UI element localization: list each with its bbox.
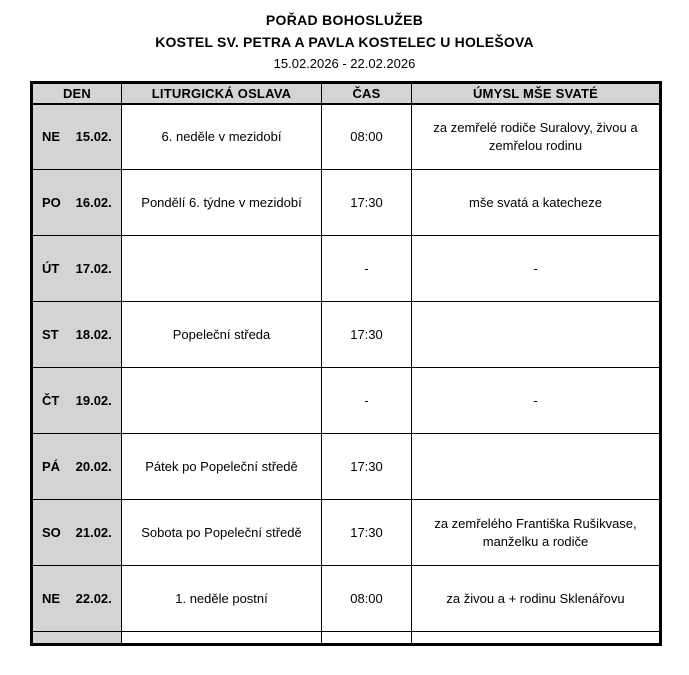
day-cell [32,104,122,170]
celebration-cell: Pátek po Popeleční středě [122,434,322,500]
day-abbr: PO [42,195,61,210]
table-row [32,368,661,434]
intention-cell: mše svatá a katecheze [412,170,661,236]
date-range: 15.02.2026 - 22.02.2026 [273,56,416,71]
time-cell: - [322,236,412,302]
day-abbr: ÚT [42,261,60,276]
table-row [32,236,661,302]
celebration-cell [122,236,322,302]
day-date: 19.02. [75,393,112,408]
table-header-row [32,83,661,104]
celebration-cell: Popeleční středa [122,302,322,368]
day-cell [32,500,122,566]
table-footer-row [32,632,661,645]
time-cell: 08:00 [322,104,412,170]
day-abbr: NE [42,591,61,606]
schedule-table [30,81,662,646]
day-cell [32,566,122,632]
intention-cell: za zemřelé rodiče Suralovy, živou a zemřelou rodinu [412,104,661,170]
intention-cell [412,434,661,500]
table-row [32,302,661,368]
intention-cell: za zemřelého Františka Rušikvase, manželku a rodiče [412,500,661,566]
day-cell [32,434,122,500]
day-abbr: SO [42,525,61,540]
day-cell [32,236,122,302]
title-block [0,12,689,71]
time-cell: 17:30 [322,302,412,368]
footer-cell [412,632,661,645]
day-date: 15.02. [75,129,112,145]
intention-cell: - [412,236,661,302]
day-date: 20.02. [75,459,112,474]
table-row [32,500,661,566]
day-date: 17.02. [75,261,112,276]
table-row [32,434,661,500]
celebration-cell [122,368,322,434]
celebration-cell: 1. neděle postní [122,566,322,632]
day-abbr: ČT [42,393,60,408]
column-header-intention: ÚMYSL MŠE SVATÉ [412,83,661,104]
day-cell [32,302,122,368]
day-date: 16.02. [75,195,112,210]
table-row [32,566,661,632]
day-date: 18.02. [75,327,112,342]
footer-cell [322,632,412,645]
page-title: POŘAD BOHOSLUŽEB [265,12,424,28]
intention-cell: za živou a + rodinu Sklenářovu [412,566,661,632]
time-cell: - [322,368,412,434]
day-abbr: NE [42,129,61,145]
day-cell [32,368,122,434]
day-date: 21.02. [75,525,112,540]
day-cell [32,170,122,236]
column-header-celebration: LITURGICKÁ OSLAVA [122,83,322,104]
table-row [32,104,661,170]
column-header-time: ČAS [322,83,412,104]
time-cell: 08:00 [322,566,412,632]
day-date: 22.02. [75,591,112,606]
celebration-cell: 6. neděle v mezidobí [122,104,322,170]
church-name: KOSTEL SV. PETRA A PAVLA KOSTELEC U HOLEŠOVA [155,34,534,50]
celebration-cell: Pondělí 6. týdne v mezidobí [122,170,322,236]
day-abbr: PÁ [42,459,61,474]
footer-day-cell [32,632,122,645]
column-header-day: DEN [32,83,122,104]
celebration-cell: Sobota po Popeleční středě [122,500,322,566]
time-cell: 17:30 [322,434,412,500]
time-cell: 17:30 [322,500,412,566]
intention-cell: - [412,368,661,434]
intention-cell [412,302,661,368]
time-cell: 17:30 [322,170,412,236]
table-row [32,170,661,236]
day-abbr: ST [42,327,59,342]
footer-cell [122,632,322,645]
